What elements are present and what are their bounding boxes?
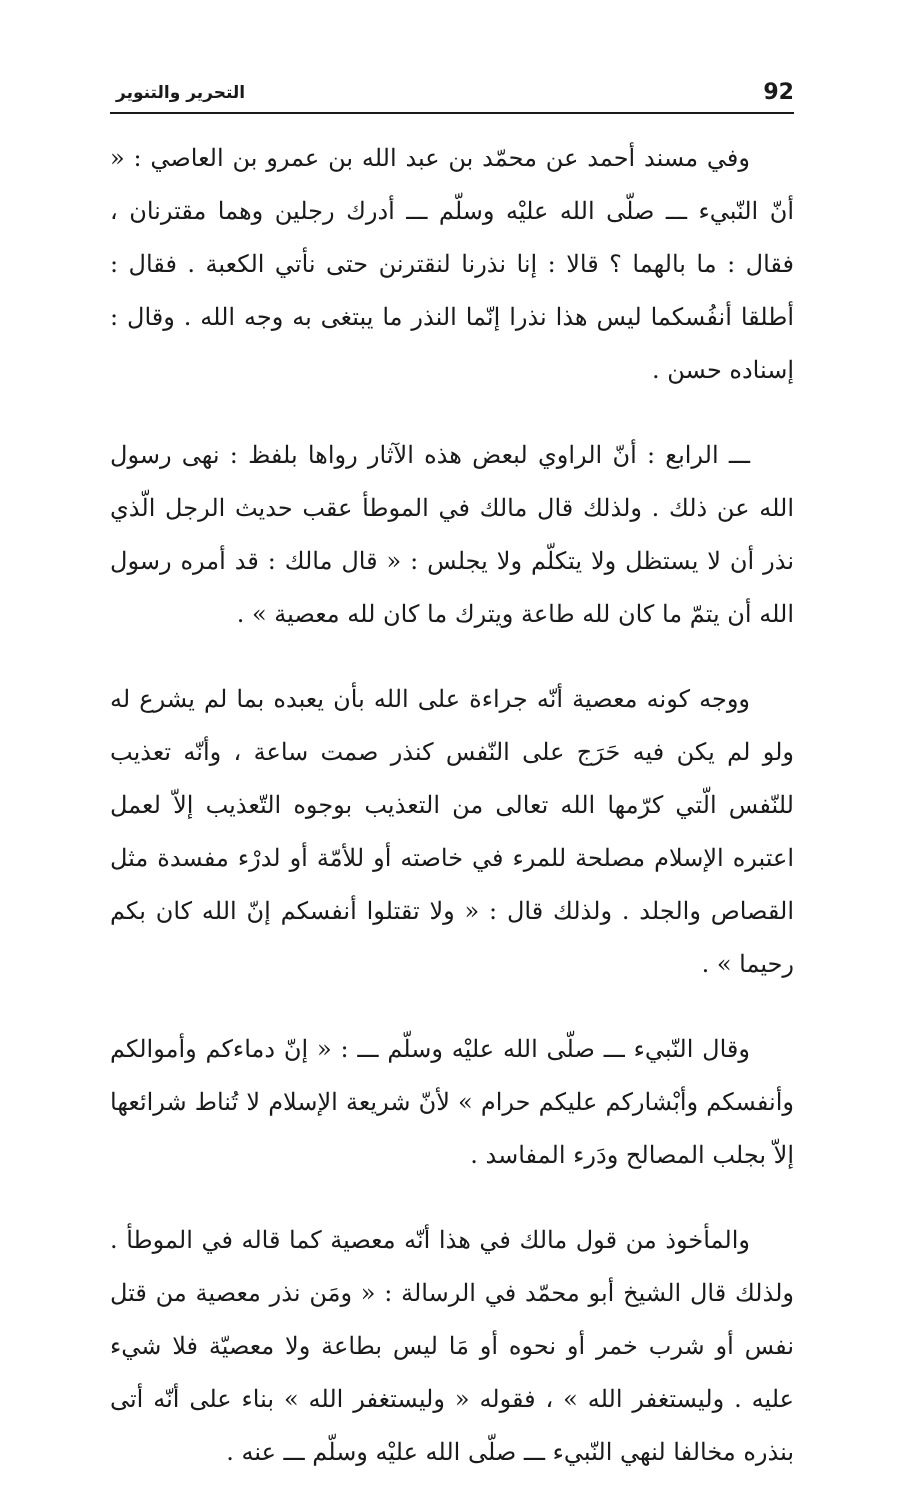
paragraph-1 xyxy=(110,132,794,397)
paragraph-2 xyxy=(110,429,794,641)
paragraph-5-text: والمأخوذ من قول مالك في هذا أنّه معصية كما قاله في الموطأ . ولذلك قال الشيخ أبو محمّد في الرسالة : « ومَن نذر معصية من قتل نفس أو شرب خمر أو نحوه أو مَا ليس بطاعة ولا معصيّة فلا شيء عليه . وليستغفر الله » ، فقوله « وليستغفر الله » بناء على أنّه أتى بنذره مخالفا لنهي النّبيء ـــ صلّى الله عليْه وسلّم ـــ عنه . xyxy=(110,1226,794,1466)
book-title: التحرير والتنوير xyxy=(116,83,246,103)
paragraph-4 xyxy=(110,1023,794,1182)
paragraph-3-text: ووجه كونه معصية أنّه جراءة على الله بأن يعبده بما لم يشرع له ولو لم يكن فيه حَرَج على النّفس كنذر صمت ساعة ، وأنّه تعذيب للنّفس الّتي كرّمها الله تعالى من التعذيب بوجوه التّعذيب إلاّ لعمل اعتبره الإسلام مصلحة للمرء في خاصته أو للأمّة أو لدرْء مفسدة مثل القصاص والجلد . ولذلك قال : « ولا تقتلوا أنفسكم إنّ الله كان بكم رحيما » . xyxy=(110,685,794,978)
paragraph-4-text: وقال النّبيء ـــ صلّى الله عليْه وسلّم ـــ : « إنّ دماءكم وأموالكم وأنفسكم وأبْشاركم عليكم حرام » لأنّ شريعة الإسلام لا تُناط شرائعها إلاّ بجلب المصالح ودَرء المفاسد . xyxy=(110,1035,794,1169)
body-text xyxy=(110,132,794,1511)
paragraph-5 xyxy=(110,1214,794,1479)
running-header xyxy=(110,78,794,114)
paragraph-1-text: وفي مسند أحمد عن محمّد بن عبد الله بن عمرو بن العاصي : « أنّ النّبيء ـــ صلّى الله عليْه وسلّم ـــ أدرك رجلين وهما مقترنان ، فقال : ما بالهما ؟ قالا : إنا نذرنا لنقترنن حتى نأتي الكعبة . فقال : أطلقا أنفُسكما ليس هذا نذرا إنّما النذر ما يبتغى به وجه الله . وقال : إسناده حسن . xyxy=(110,144,794,384)
paragraph-3 xyxy=(110,673,794,991)
paragraph-2-text: ـــ الرابع : أنّ الراوي لبعض هذه الآثار رواها بلفظ : نهى رسول الله عن ذلك . ولذلك قال مالك في الموطأ عقب حديث الرجل الّذي نذر أن لا يستظل ولا يتكلّم ولا يجلس : « قال مالك : قد أمره رسول الله أن يتمّ ما كان لله طاعة ويترك ما كان لله معصية » . xyxy=(110,441,794,628)
page-number: 92 xyxy=(763,80,794,105)
